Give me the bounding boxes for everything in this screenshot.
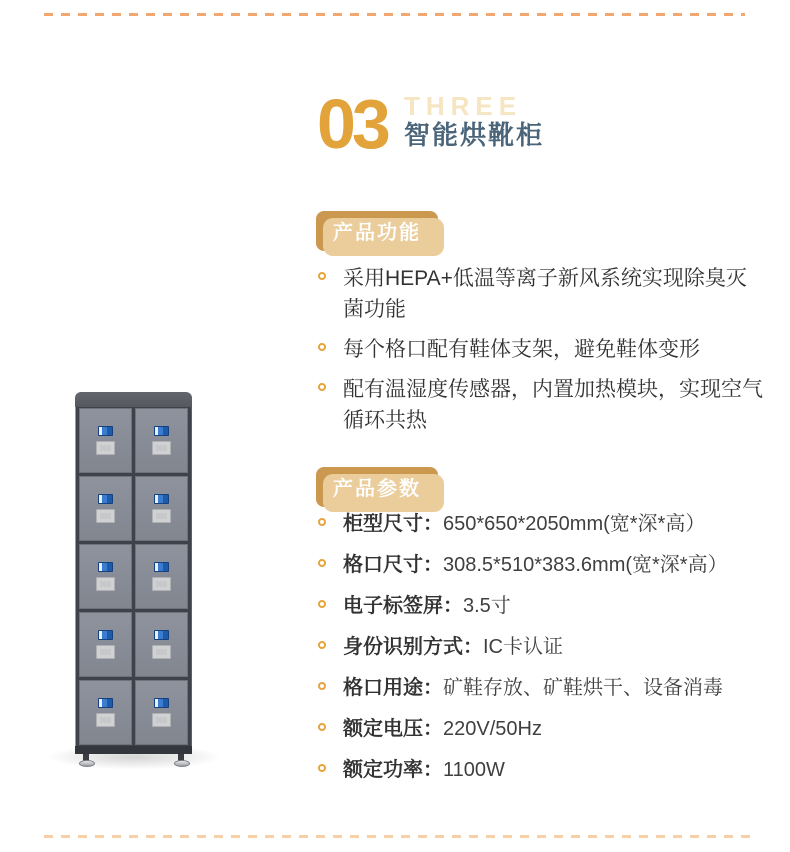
parameter-label: 电子标签屏：: [343, 595, 463, 617]
bullet-ring-icon: [318, 600, 326, 608]
parameter-value: 220V/50Hz: [443, 718, 542, 740]
section-titles: [404, 93, 544, 149]
locker-door: [79, 612, 132, 677]
door-screen-icon: [98, 562, 113, 572]
parameter-value: 1100W: [443, 759, 505, 781]
door-reader-panel-icon: [96, 713, 115, 727]
door-reader-panel-icon: [152, 441, 171, 455]
door-reader-panel-icon: [152, 713, 171, 727]
list-item: [316, 552, 776, 579]
locker-door: [79, 680, 132, 745]
door-reader-panel-icon: [152, 645, 171, 659]
cabinet-base: [75, 746, 192, 754]
door-screen-icon: [98, 426, 113, 436]
feature-text: 每个格口配有鞋体支架，避免鞋体变形: [343, 338, 700, 361]
bullet-ring-icon: [318, 682, 326, 690]
list-item: [316, 511, 776, 538]
locker-door: [79, 476, 132, 541]
parameter-value: 矿鞋存放、矿鞋烘干、设备消毒: [443, 677, 723, 699]
door-screen-icon: [154, 698, 169, 708]
locker-door: [135, 476, 188, 541]
cabinet-foot: [79, 754, 93, 766]
parameters-badge: 产品参数: [316, 467, 438, 507]
cabinet-foot: [174, 754, 188, 766]
cabinet-feet: [75, 754, 192, 767]
feature-list: [316, 263, 764, 436]
door-reader-panel-icon: [96, 645, 115, 659]
locker-door: [135, 544, 188, 609]
bullet-ring-icon: [318, 518, 326, 526]
features-section: [316, 211, 764, 445]
locker-door: [135, 408, 188, 473]
parameter-label: 身份识别方式：: [343, 636, 483, 658]
door-reader-panel-icon: [96, 577, 115, 591]
door-screen-icon: [98, 494, 113, 504]
parameter-label: 格口尺寸：: [343, 554, 443, 576]
door-screen-icon: [98, 698, 113, 708]
parameter-value: 3.5寸: [463, 595, 511, 617]
door-screen-icon: [154, 426, 169, 436]
locker-door: [135, 612, 188, 677]
parameter-value: 650*650*2050mm(宽*深*高）: [443, 513, 706, 535]
door-reader-panel-icon: [152, 509, 171, 523]
door-screen-icon: [154, 494, 169, 504]
feature-text: 配有温湿度传感器，内置加热模块，实现空气循环共热: [343, 378, 763, 432]
section-number: 03: [317, 85, 387, 163]
parameters-section: [316, 467, 776, 798]
bullet-ring-icon: [318, 272, 326, 280]
parameter-list: [316, 511, 776, 784]
list-item: [316, 334, 764, 365]
product-image-cabinet: [75, 392, 192, 767]
list-item: [316, 634, 776, 661]
list-item: [316, 263, 764, 325]
door-screen-icon: [154, 562, 169, 572]
door-screen-icon: [154, 630, 169, 640]
locker-door: [79, 408, 132, 473]
list-item: [316, 675, 776, 702]
feature-text: 采用HEPA+低温等离子新风系统实现除臭灭菌功能: [343, 267, 747, 321]
bullet-ring-icon: [318, 764, 326, 772]
parameter-label: 额定功率：: [343, 759, 443, 781]
bullet-ring-icon: [318, 343, 326, 351]
locker-door: [135, 680, 188, 745]
top-dashed-divider: [44, 13, 745, 16]
parameter-label: 额定电压：: [343, 718, 443, 740]
bullet-ring-icon: [318, 723, 326, 731]
door-reader-panel-icon: [96, 441, 115, 455]
parameter-label: 柜型尺寸：: [343, 513, 443, 535]
bullet-ring-icon: [318, 641, 326, 649]
cabinet-doors: [75, 407, 192, 746]
section-word-en: THREE: [404, 91, 523, 121]
cabinet-top-cap: [75, 392, 192, 407]
bullet-ring-icon: [318, 559, 326, 567]
parameter-label: 格口用途：: [343, 677, 443, 699]
bottom-dashed-divider: [44, 835, 752, 838]
door-screen-icon: [98, 630, 113, 640]
list-item: [316, 593, 776, 620]
list-item: [316, 374, 764, 436]
parameter-value: IC卡认证: [483, 636, 563, 658]
list-item: [316, 757, 776, 784]
features-badge: 产品功能: [316, 211, 438, 251]
locker-door: [79, 544, 132, 609]
page-title: 智能烘靴柜: [404, 120, 545, 150]
bullet-ring-icon: [318, 383, 326, 391]
door-reader-panel-icon: [152, 577, 171, 591]
list-item: [316, 716, 776, 743]
door-reader-panel-icon: [96, 509, 115, 523]
parameter-value: 308.5*510*383.6mm(宽*深*高）: [443, 554, 728, 576]
